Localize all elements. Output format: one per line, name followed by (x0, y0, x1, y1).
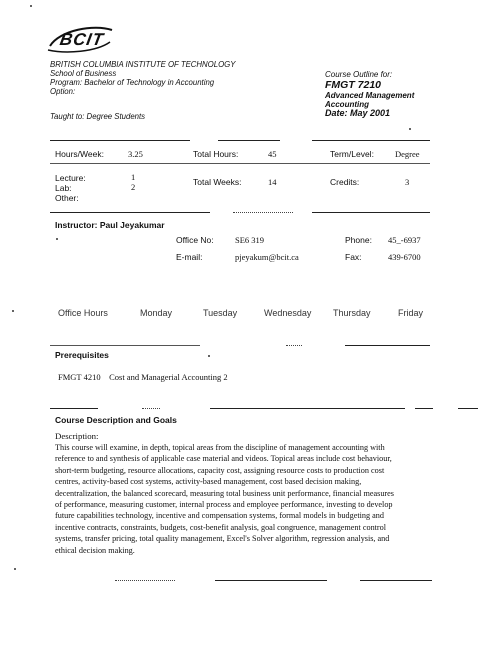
fax-label: Fax: (345, 252, 362, 262)
scan-speck (208, 355, 210, 357)
institute-name: BRITISH COLUMBIA INSTITUTE OF TECHNOLOGY (50, 60, 236, 69)
prerequisites-heading: Prerequisites (55, 350, 109, 360)
scan-speck (30, 5, 32, 7)
description-line: systems, transfer pricing, total quality management, Excel's Solver algorithm, regression analysis, and (55, 534, 390, 544)
description-line: centres, activity-based cost systems, activity-based management, cost based decision making, (55, 477, 362, 487)
office-hours-label: Office Hours (58, 308, 108, 318)
description-line: of performance, measuring customer, internal process and employee performance, investing to develop (55, 500, 393, 510)
rule-bottom-right (360, 580, 432, 581)
office-label: Office No: (176, 235, 214, 245)
scan-speck (56, 238, 58, 240)
description-body (55, 442, 475, 556)
logo-text: BCIT (58, 30, 106, 49)
rule-header (50, 140, 190, 141)
total-weeks-value: 14 (268, 177, 277, 187)
day-monday: Monday (140, 308, 173, 318)
rule-instructor-mid (233, 212, 293, 213)
day-friday: Friday (398, 308, 424, 318)
prerequisites-text: FMGT 4210 Cost and Managerial Accounting 2 (58, 372, 228, 382)
rule-hours (50, 163, 430, 164)
instructor-label: Instructor: Paul Jeyakumar (55, 220, 165, 230)
rule-instructor-right (312, 212, 430, 213)
scan-speck (14, 568, 16, 570)
lecture-value: 1 (131, 172, 136, 182)
description-line: This course will examine, in depth, topical areas from the discipline of management accounting with (55, 443, 385, 452)
lecture-label: Lecture: (55, 173, 86, 183)
description-heading: Course Description and Goals (55, 415, 177, 425)
hours-week-value: 3.25 (128, 149, 143, 159)
total-hours-label: Total Hours: (193, 149, 239, 159)
rule-prereq-small (142, 408, 160, 409)
description-line: incentive contracts, constraints, budgets, cost-benefit analysis, goal congruence, management control (55, 522, 387, 532)
total-weeks-label: Total Weeks: (193, 177, 242, 187)
description-line: short-term budgeting, resource allocations, capacity cost, assigning resource costs to production cost (55, 465, 385, 475)
day-tuesday: Tuesday (203, 308, 238, 318)
office-value: SE6 319 (235, 235, 265, 245)
rule-prereq-far (458, 408, 478, 409)
rule-prereq-left (50, 408, 98, 409)
phone-label: Phone: (345, 235, 372, 245)
rule-bottom-mid (215, 580, 327, 581)
outline-label: Course Outline for: (325, 70, 393, 79)
lab-value: 2 (131, 182, 136, 192)
term-level-label: Term/Level: (330, 149, 374, 159)
rule-office-hours-left (50, 345, 200, 346)
description-line: decentralization, the balanced scorecard, measuring total business unit performance, financial measures (55, 488, 394, 498)
course-title-line1: Advanced Management (325, 91, 415, 100)
description-line: ethical decision making. (55, 545, 135, 555)
email-value[interactable]: pjeyakum@bcit.ca (235, 252, 299, 262)
day-thursday: Thursday (333, 308, 371, 318)
rule-office-hours-mid (286, 345, 302, 346)
other-label: Other: (55, 193, 79, 203)
email-label: E-mail: (176, 252, 203, 262)
phone-value: 45_-6937 (388, 235, 421, 245)
course-title-line2: Accounting (325, 100, 369, 109)
course-date: Date: May 2001 (325, 108, 391, 118)
header-left (50, 60, 235, 96)
bcit-logo (46, 24, 116, 56)
credits-value: 3 (405, 177, 410, 187)
rule-header-mid (218, 140, 280, 141)
rule-instructor-left (50, 212, 210, 213)
term-level-value: Degree (395, 149, 420, 159)
credits-label: Credits: (330, 177, 360, 187)
lab-label: Lab: (55, 183, 72, 193)
rule-prereq-mid (210, 408, 405, 409)
description-subheading: Description: (55, 431, 99, 441)
scan-speck (409, 128, 411, 130)
header-right (325, 70, 414, 118)
rule-header-right (312, 140, 430, 141)
rule-office-hours-right (345, 345, 430, 346)
hours-week-label: Hours/Week: (55, 149, 104, 159)
school-name: School of Business (50, 69, 117, 78)
day-wednesday: Wednesday (264, 308, 312, 318)
fax-value: 439-6700 (388, 252, 421, 262)
course-code: FMGT 7210 (325, 79, 382, 91)
scan-speck (12, 310, 14, 312)
rule-bottom-left (115, 580, 175, 581)
taught-to: Taught to: Degree Students (50, 112, 146, 121)
description-line: future capabilities technology, incentive and compensation systems, formal models in budgeting and (55, 511, 384, 521)
description-line: reference to and synthesis of applicable case material and videos. Topical areas include cost behaviour, (55, 454, 392, 464)
program-name: Program: Bachelor of Technology in Accounting (50, 78, 215, 87)
total-hours-value: 45 (268, 149, 277, 159)
rule-prereq-right (415, 408, 433, 409)
option-label: Option: (50, 87, 76, 96)
